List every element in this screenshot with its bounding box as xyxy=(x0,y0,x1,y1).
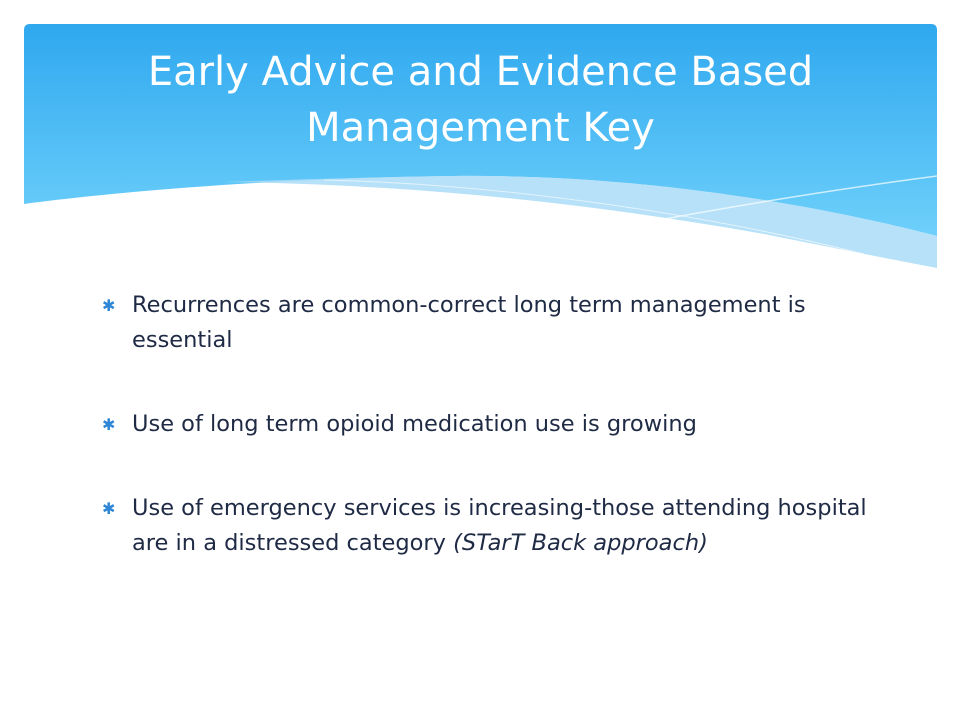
bullet-item-opioid xyxy=(102,407,882,442)
bullet-item-recurrences xyxy=(102,288,882,358)
bullet-emphasis: (STarT Back approach) xyxy=(453,530,708,556)
bullet-item-emergency xyxy=(102,491,882,561)
bullet-list xyxy=(102,288,882,610)
asterisk-bullet-icon: ✱ xyxy=(102,415,116,434)
asterisk-bullet-icon: ✱ xyxy=(102,499,116,518)
bullet-text: Use of emergency services is increasing-those attending hospital are in a distressed category xyxy=(132,495,867,556)
slide-title xyxy=(24,44,937,156)
bullet-text: Use of long term opioid medication use is growing xyxy=(132,411,697,437)
asterisk-bullet-icon: ✱ xyxy=(102,296,116,315)
slide-title-line1: Early Advice and Evidence Based xyxy=(147,49,814,95)
slide-title-line2: Management Key xyxy=(306,105,655,151)
bullet-text: Recurrences are common-correct long term management is essential xyxy=(132,292,806,353)
